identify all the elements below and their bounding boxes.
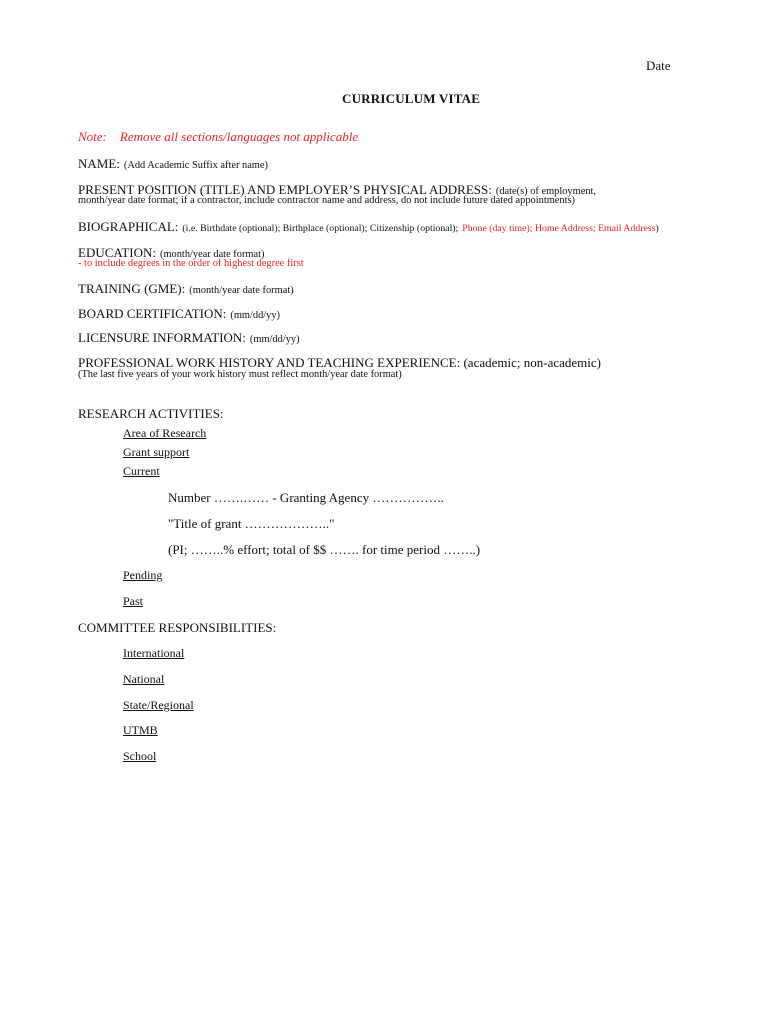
name-detail: (Add Academic Suffix after name): [123, 160, 268, 171]
committee-item-school: School: [123, 749, 157, 763]
training-heading: TRAINING (GME):: [78, 281, 186, 296]
committee-item-national: National: [123, 672, 165, 686]
work-history-heading: PROFESSIONAL WORK HISTORY AND TEACHING EXPERIENCE:: [78, 355, 461, 370]
committee-item-international: International: [123, 646, 185, 660]
present-position-heading: PRESENT POSITION (TITLE) AND EMPLOYER’S PHYSICAL ADDRESS:: [78, 182, 492, 197]
research-heading: RESEARCH ACTIVITIES:: [78, 406, 224, 421]
work-history-detail: (academic; non-academic): [463, 355, 601, 370]
note-line: [78, 129, 358, 145]
biographical-red-detail: Phone (day time); Home Address; Email Address: [462, 223, 656, 234]
research-item-past: Past: [123, 594, 144, 608]
committee-heading: COMMITTEE RESPONSIBILITIES:: [78, 620, 277, 635]
grant-effort-line: (PI; ……..% effort; total of $$ ……. for time period ……..): [168, 542, 481, 557]
research-item-current: Current: [123, 464, 160, 478]
board-section: [78, 305, 280, 323]
note-text: Remove all sections/languages not applicable: [119, 129, 359, 144]
education-detail: (month/year date format): [160, 249, 265, 260]
research-item-area: Area of Research: [123, 426, 207, 440]
grant-title-line: "Title of grant ………………..": [168, 516, 335, 531]
biographical-close: ): [655, 223, 659, 234]
note-label: Note:: [78, 129, 107, 144]
training-section: [78, 280, 294, 298]
present-position-detail: (date(s) of employment,: [495, 186, 596, 197]
document-title: CURRICULUM VITAE: [342, 91, 481, 106]
biographical-section: [78, 218, 659, 236]
education-red-note: - to include degrees in the order of highest degree first: [78, 258, 304, 269]
present-position-detail-2: month/year date format; if a contractor, include contractor name and address, do not include future dated appointments): [78, 195, 575, 206]
grant-number-line: Number …….…… - Granting Agency ……………..: [168, 490, 444, 505]
board-detail: (mm/dd/yy): [230, 310, 281, 321]
committee-item-utmb: UTMB: [123, 723, 158, 737]
biographical-heading: BIOGRAPHICAL:: [78, 219, 179, 234]
education-heading: EDUCATION:: [78, 245, 156, 260]
board-heading: BOARD CERTIFICATION:: [78, 306, 227, 321]
committee-item-state-regional: State/Regional: [123, 698, 194, 712]
name-heading: NAME:: [78, 156, 120, 171]
licensure-heading: LICENSURE INFORMATION:: [78, 330, 246, 345]
name-section: [78, 155, 268, 173]
licensure-section: [78, 329, 300, 347]
research-item-grant-support: Grant support: [123, 445, 190, 459]
work-history-note: (The last five years of your work history must reflect month/year date format): [78, 369, 402, 380]
training-detail: (month/year date format): [189, 285, 294, 296]
licensure-detail: (mm/dd/yy): [249, 334, 300, 345]
research-item-pending: Pending: [123, 568, 163, 582]
biographical-detail: (i.e. Birthdate (optional); Birthplace (optional); Citizenship (optional);: [182, 223, 459, 234]
date-label: Date: [646, 58, 671, 73]
